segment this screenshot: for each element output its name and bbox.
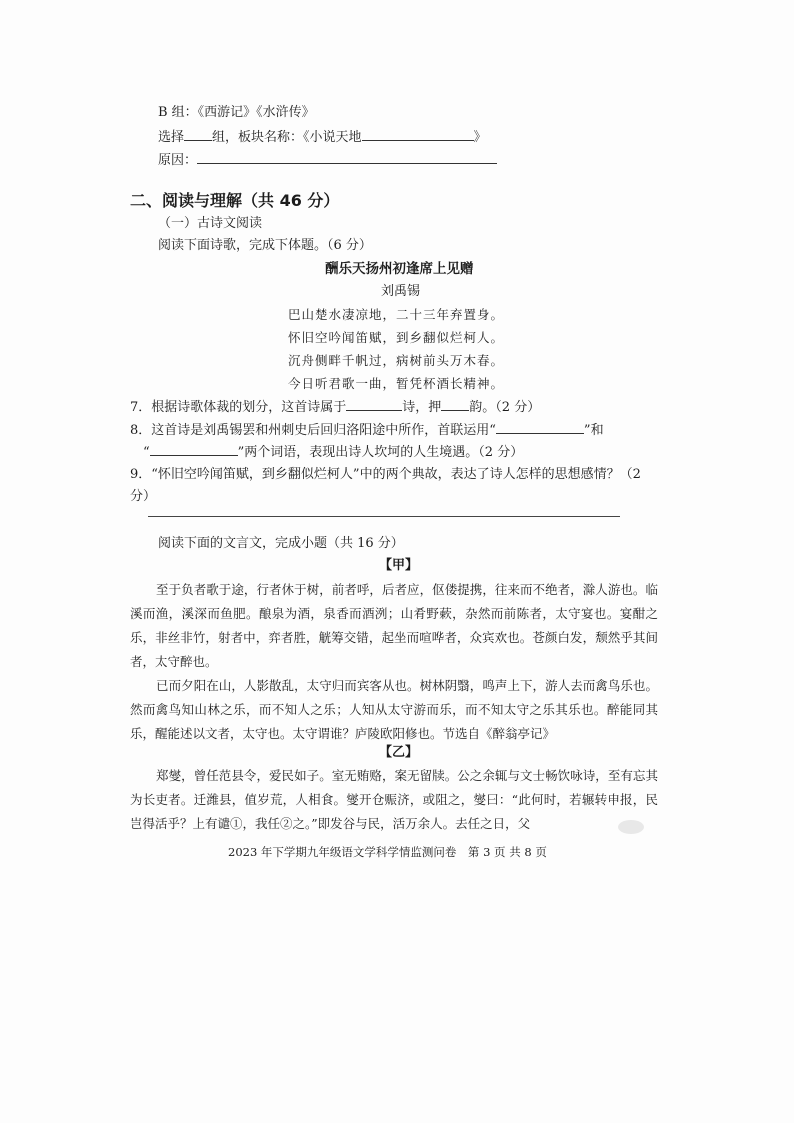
q8-text-a: 8．这首诗是刘禹锡罢和州刺史后回归洛阳途中所作，首联运用“: [130, 423, 496, 438]
q8-text-d: ”两个词语，表现出诗人坎坷的人生境遇。（2 分）: [237, 445, 524, 460]
poem-author: 刘禹锡: [381, 284, 421, 299]
reason-line: [158, 151, 497, 170]
board-name-blank[interactable]: [362, 128, 474, 141]
poem-line-1: 巴山楚水凄凉地，二十三年弃置身。: [288, 307, 505, 322]
poem-line-2: 怀旧空吟闻笛赋，到乡翻似烂柯人。: [288, 330, 505, 345]
reason-blank[interactable]: [197, 151, 497, 164]
q7-rhyme-blank[interactable]: [441, 398, 469, 411]
stamp-mark: [618, 820, 644, 834]
jia-title: 【甲】: [379, 558, 419, 573]
yi-title: 【乙】: [379, 745, 419, 760]
group-blank[interactable]: [184, 128, 212, 141]
question-9: 9．“怀旧空吟闻笛赋，到乡翻似烂柯人”中的两个典故，表达了诗人怎样的思想感情？（2: [130, 467, 641, 482]
choose-prefix: 选择: [158, 130, 185, 145]
q8-text-b: ”和: [583, 423, 604, 438]
yi-paragraph-1: 郑燮，曾任范县令，爱民如子。室无贿赂，案无留牍。公之余辄与文士畅饮咏诗，至有忘其为长吏者。迁潍县，值岁荒，人相食。燮开仓赈济，或阻之，燮曰：“此何时，若辗转申报，民岂得活乎？上有谴①，我任②之。”即发谷与民，活万余人。去任之日，父: [130, 768, 658, 831]
poem-title: 酬乐天扬州初逢席上见赠: [325, 261, 474, 277]
choose-end: 》: [473, 130, 487, 145]
q7-text-b: 诗，押: [402, 400, 442, 415]
subsection-title: （一）古诗文阅读: [158, 216, 263, 231]
poem-line-3: 沉舟侧畔千帆过，病树前头万木春。: [288, 353, 505, 368]
poem-line-4: 今日听君歌一曲，暂凭杯酒长精神。: [288, 376, 505, 391]
reason-label: 原因：: [158, 153, 198, 168]
jia-paragraph-1: 至于负者歌于途，行者休于树，前者呼，后者应，伛偻提携，往来而不绝者，滁人游也。临溪而渔，溪深而鱼肥。酿泉为酒，泉香而酒洌；山肴野蔌，杂然而前陈者，太守宴也。宴酣之乐，非丝非竹，射者中，弈者胜，觥筹交错，起坐而喧哗者，众宾欢也。苍颜白发，颓然乎其间者，太守醉也。: [130, 582, 658, 669]
choose-mid: 组，板块名称：《小说天地: [212, 130, 362, 145]
question-7: [130, 398, 540, 417]
choose-group-line: [158, 128, 487, 147]
q8-word1-blank[interactable]: [496, 421, 584, 434]
section-title: 二、阅读与理解（共 46 分）: [130, 191, 340, 210]
question-9-score: 分）: [130, 489, 157, 504]
q8-word2-blank[interactable]: [150, 443, 238, 456]
page-footer: 2023 年下学期九年级语文学科学情监测问卷 第 3 页 共 8 页: [228, 845, 547, 859]
classical-instruction: 阅读下面的文言文，完成小题（共 16 分）: [158, 536, 404, 551]
q7-text-c: 韵。（2 分）: [469, 400, 541, 415]
question-8-line-2: [143, 443, 523, 462]
answer-line[interactable]: [148, 516, 620, 517]
q8-text-c: “: [143, 445, 150, 460]
jia-paragraph-2: 已而夕阳在山，人影散乱，太守归而宾客从也。树林阴翳，鸣声上下，游人去而禽鸟乐也。然而禽鸟知山林之乐，而不知人之乐；人知从太守游而乐，而不知太守之乐其乐也。醉能同其乐，醒能述以文者，太守也。太守谓谁？庐陵欧阳修也。节选自《醉翁亭记》: [130, 678, 658, 741]
poem-instruction: 阅读下面诗歌，完成下体题。（6 分）: [158, 238, 372, 253]
question-8-line-1: [130, 421, 604, 440]
q7-genre-blank[interactable]: [346, 398, 402, 411]
q7-text-a: 7．根据诗歌体裁的划分，这首诗属于: [130, 400, 347, 415]
group-b-line: B 组：《西游记》《水浒传》: [158, 105, 315, 120]
